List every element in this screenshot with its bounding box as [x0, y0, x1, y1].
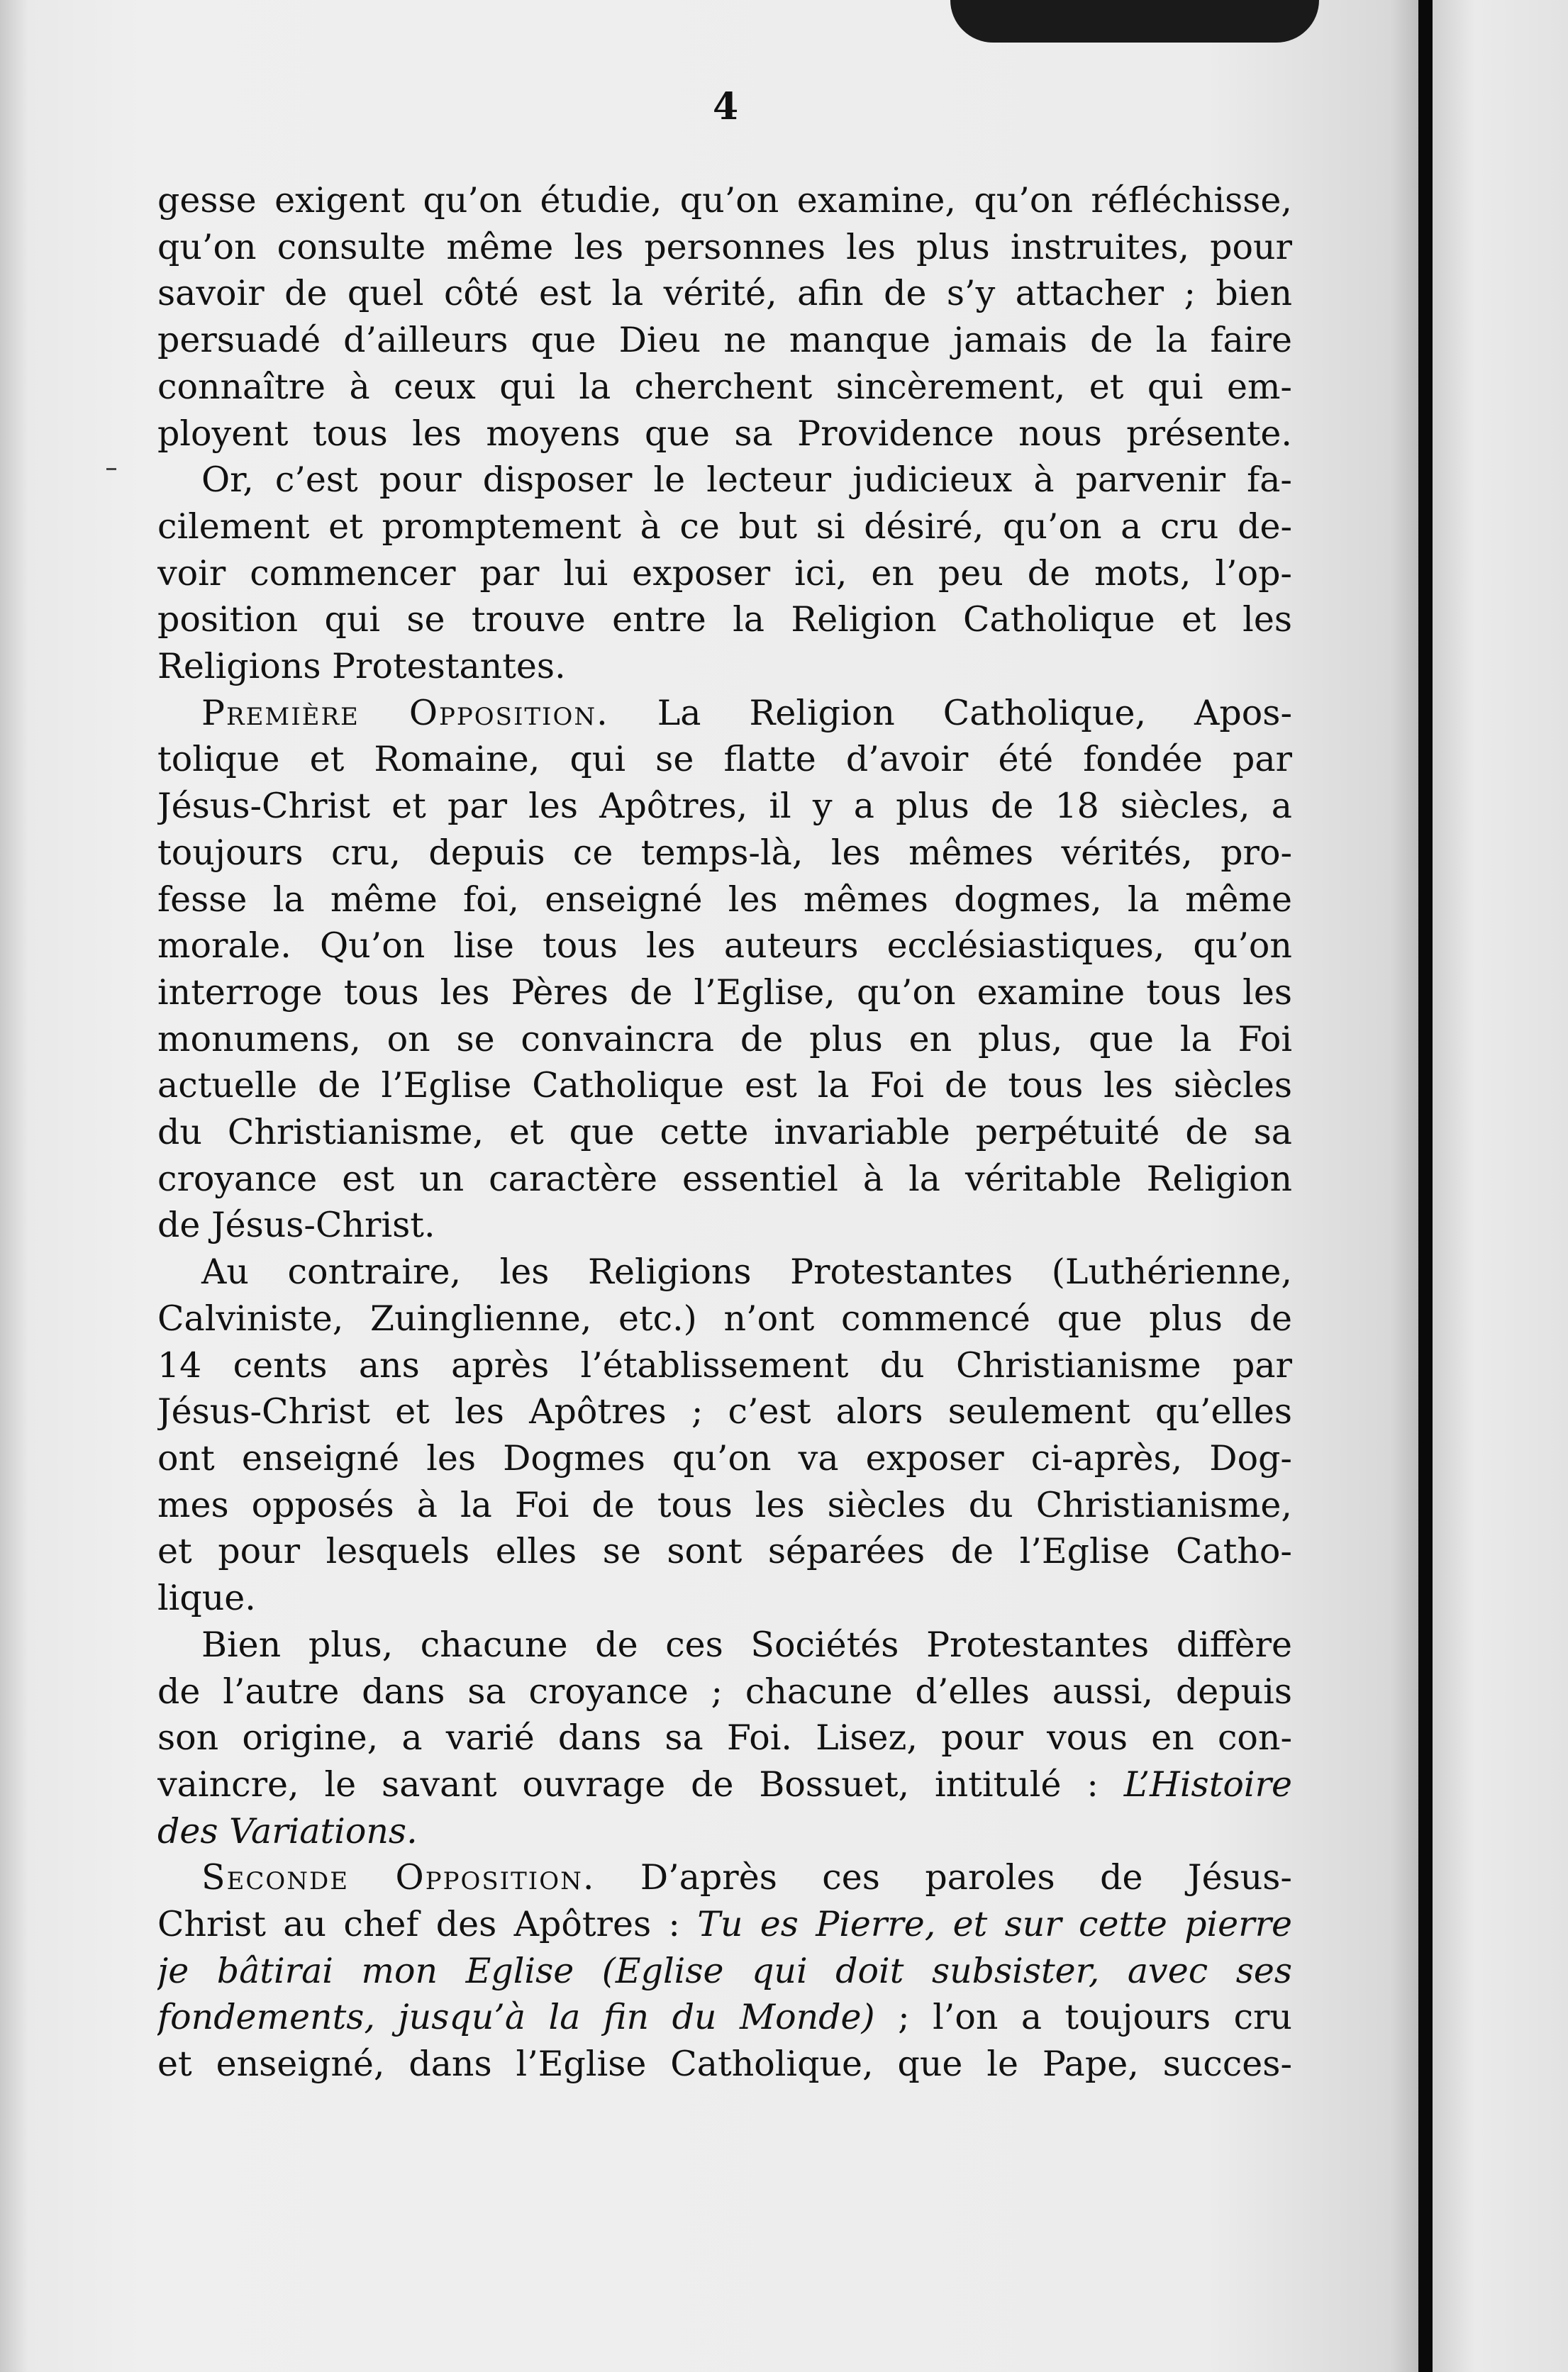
text-line: persuadé d’ailleurs que Dieu ne manque jamais de la faire [157, 320, 1292, 361]
text-line: ont enseigné les Dogmes qu’on va exposer ci-après, Dog- [157, 1437, 1292, 1479]
text-line: connaître à ceux qui la cherchent sincèrement, et qui em- [157, 366, 1292, 407]
text-line: son origine, a varié dans sa Foi. Lisez, pour vous en con- [157, 1717, 1292, 1759]
text-fragment: D’après ces paroles de Jésus- [595, 1857, 1292, 1898]
text-line: interroge tous les Pères de l’Eglise, qu’on examine tous les [157, 971, 1292, 1013]
text-line: qu’on consulte même les personnes les plus instruites, pour [157, 226, 1292, 267]
paragraph-seconde-opposition [157, 1854, 1292, 2088]
text-fragment: La Religion Catholique, Apos- [608, 692, 1292, 733]
page-top-shadow [950, 0, 1319, 43]
text-line: du Christianisme, et que cette invariable perpétuité de sa [157, 1112, 1292, 1153]
text-line [157, 690, 1292, 737]
text-line [157, 1901, 1292, 1948]
text-line: voir commencer par lui exposer ici, en peu de mots, l’op- [157, 552, 1292, 594]
margin-mark [106, 468, 116, 470]
text-line: et enseigné, dans l’Eglise Catholique, que le Pape, succes- [157, 2044, 1292, 2085]
text-line: morale. Qu’on lise tous les auteurs ecclésiastiques, qu’on [157, 925, 1292, 967]
text-line [157, 1994, 1292, 2041]
text-fragment: Christ au chef des Apôtres : [157, 1904, 698, 1945]
text-line: cilement et promptement à ce but si désiré, qu’on a cru de- [157, 506, 1292, 547]
text-line: Religions Protestantes. [157, 646, 566, 687]
paragraph-premiere-opposition [157, 690, 1292, 1249]
text-line: position qui se trouve entre la Religion Catholique et les [157, 599, 1292, 640]
adjacent-page-edge [1433, 0, 1568, 2372]
quote-italic: Tu es Pierre, et sur cette pierre [697, 1904, 1292, 1945]
text-line: monumens, on se convaincra de plus en plus, que la Foi [157, 1018, 1292, 1059]
text-line: toujours cru, depuis ce temps-là, les mêmes vérités, pro- [157, 832, 1292, 873]
text-line: mes opposés à la Foi de tous les siècles du Christianisme, [157, 1484, 1292, 1525]
text-line: Au contraire, les Religions Protestantes (Luthérienne, [201, 1252, 1292, 1293]
quote-italic-line: je bâtirai mon Eglise (Eglise qui doit subsister, avec ses [157, 1950, 1292, 1991]
paragraph-4 [157, 1249, 1292, 1622]
text-line: de Jésus-Christ. [157, 1205, 435, 1246]
text-line [157, 1761, 1292, 1808]
text-line: fesse la même foi, enseigné les mêmes dogmes, la même [157, 879, 1292, 920]
text-line: Bien plus, chacune de ces Sociétés Protestantes diffère [201, 1624, 1292, 1665]
text-line: tolique et Romaine, qui se flatte d’avoir été fondée par [157, 739, 1292, 780]
section-heading: Seconde Opposition. [201, 1857, 596, 1898]
text-line: 14 cents ans après l’établissement du Christianisme par [157, 1344, 1292, 1386]
page-number: 4 [713, 85, 739, 128]
section-heading: Première Opposition. [201, 692, 609, 733]
text-line: Jésus-Christ et par les Apôtres, il y a plus de 18 siècles, a [157, 786, 1292, 827]
text-line: gesse exigent qu’on étudie, qu’on examine, qu’on réfléchisse, [157, 180, 1292, 221]
text-fragment: ; l’on a toujours cru [874, 1997, 1292, 2038]
book-title-italic-line: des Variations. [157, 1810, 418, 1852]
text-fragment: vaincre, le savant ouvrage de Bossuet, intitulé : [157, 1764, 1099, 1805]
text-line [157, 1854, 1292, 1901]
text-line: ployent tous les moyens que sa Providence nous présente. [157, 413, 1292, 454]
text-line: Calviniste, Zuinglienne, etc.) n’ont commencé que plus de [157, 1298, 1292, 1339]
quote-italic: fondements, jusqu’à la fin du Monde) [157, 1997, 875, 2038]
text-line: lique. [157, 1578, 256, 1619]
book-title-italic: L’Histoire [1098, 1764, 1292, 1805]
text-line: actuelle de l’Eglise Catholique est la Foi de tous les siècles [157, 1065, 1292, 1106]
body-text [157, 177, 1292, 2088]
paragraph-1 [157, 177, 1292, 457]
text-line: Or, c’est pour disposer le lecteur judicieux à parvenir fa- [201, 460, 1292, 501]
paragraph-2 [157, 457, 1292, 690]
text-line: Jésus-Christ et les Apôtres ; c’est alors seulement qu’elles [157, 1391, 1292, 1432]
paragraph-5 [157, 1622, 1292, 1855]
text-line: de l’autre dans sa croyance ; chacune d’elles aussi, depuis [157, 1671, 1292, 1712]
text-line: savoir de quel côté est la vérité, afin de s’y attacher ; bien [157, 273, 1292, 314]
text-line: croyance est un caractère essentiel à la véritable Religion [157, 1158, 1292, 1199]
text-line: et pour lesquels elles se sont séparées de l’Eglise Catho- [157, 1531, 1292, 1572]
